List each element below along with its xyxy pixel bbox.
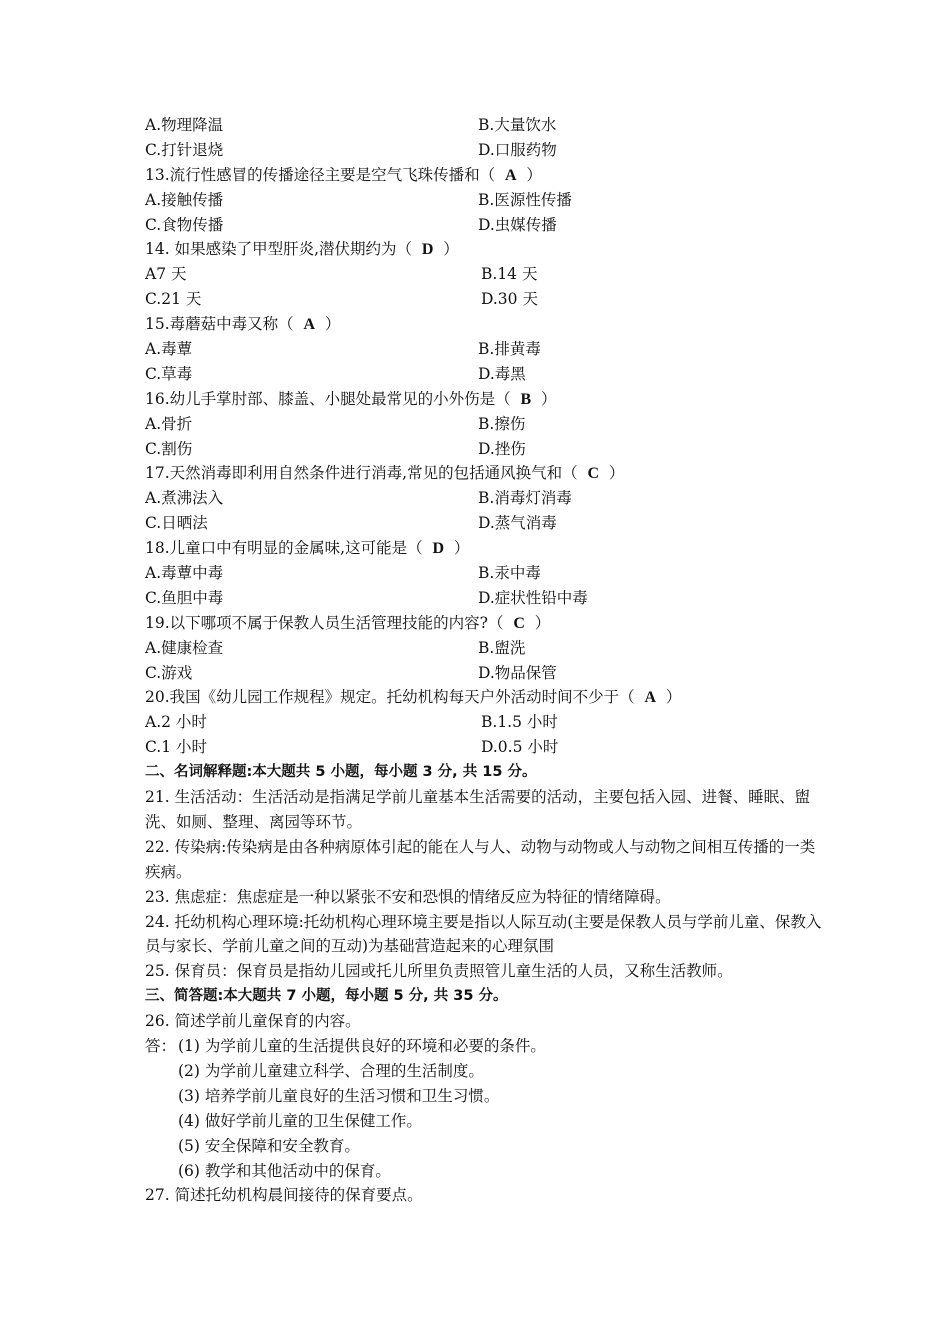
question-text: 15.毒蘑菇中毒又称（ <box>145 315 304 334</box>
option-c: C.日晒法 <box>145 514 208 533</box>
section-3-title: 三、简答题:本大题共 7 小题，每小题 5 分, 共 35 分。 <box>145 988 508 1005</box>
question-stem <box>145 312 825 337</box>
answer-item <box>145 1134 825 1159</box>
answer-text: (5) 安全保障和安全教育。 <box>178 1136 360 1155</box>
question-text: 17.天然消毒即利用自然条件进行消毒,常见的包括通风换气和（ <box>145 464 588 483</box>
answer-key: D <box>432 540 444 558</box>
option-a: A.毒蕈 <box>145 340 193 359</box>
option-d: D.0.5 小时 <box>481 738 559 757</box>
options-row <box>145 511 825 536</box>
question-text: 19.以下哪项不属于保教人员生活管理技能的内容?（ <box>145 613 514 632</box>
options-row <box>145 636 825 661</box>
answer-item <box>145 1059 825 1084</box>
option-b: B.汞中毒 <box>478 564 541 583</box>
question-text: 16.幼儿手掌肘部、膝盖、小腿处最常见的小外伤是（ <box>145 389 521 408</box>
options-row <box>145 337 825 362</box>
option-c: C.鱼胆中毒 <box>145 588 224 607</box>
definition-item: 24. 托幼机构心理环境:托幼机构心理环境主要是指以人际互动(主要是保教人员与学前儿童、保教入员与家长、学前儿童之间的互动)为基础营造起来的心理氛围 <box>145 912 822 956</box>
answer-key: C <box>513 614 525 632</box>
options-row <box>145 287 825 312</box>
question-text: 13.流行性感冒的传播途径主要是空气飞珠传播和（ <box>145 165 506 184</box>
option-d: D.毒黑 <box>478 364 526 383</box>
option-c: C.游戏 <box>145 663 193 682</box>
question-paren: ） <box>315 315 341 334</box>
options-row <box>145 710 825 735</box>
answer-text: (4) 做好学前儿童的卫生保健工作。 <box>178 1111 422 1130</box>
option-b: B.14 天 <box>481 265 538 284</box>
option-a: A.物理降温 <box>145 116 224 134</box>
question-text: 14. 如果感染了甲型肝炎,潜伏期约为（ <box>145 240 422 259</box>
answer-key: A <box>505 166 517 184</box>
question-stem <box>145 685 825 710</box>
question-stem <box>145 461 825 486</box>
question-27: 27. 简述托幼机构晨间接待的保育要点。 <box>145 1186 423 1205</box>
options-row <box>145 486 825 511</box>
question-paren: ） <box>656 688 682 707</box>
question-paren: ） <box>599 464 625 483</box>
option-c: C.草毒 <box>145 364 193 383</box>
section-2-title: 二、名词解释题:本大题共 5 小题，每小题 3 分, 共 15 分。 <box>145 764 537 781</box>
answer-key: A <box>644 689 657 707</box>
options-row <box>145 561 825 586</box>
options-row <box>145 113 825 138</box>
option-b: B.盥洗 <box>478 638 526 657</box>
question-stem <box>145 387 825 412</box>
question-stem <box>145 237 825 262</box>
option-d: D.蒸气消毒 <box>478 514 557 533</box>
option-a: A.健康检查 <box>145 638 224 657</box>
definition-item: 22. 传染病:传染病是由各种病原体引起的能在人与人、动物与动物或人与动物之间相互传播的一类疾病。 <box>145 837 816 881</box>
option-d: D.症状性铅中毒 <box>478 588 588 607</box>
options-row <box>145 138 825 163</box>
question-paren: ） <box>444 539 470 558</box>
options-row <box>145 213 825 238</box>
question-text: 18.儿童口中有明显的金属味,这可能是（ <box>145 539 433 558</box>
question-stem <box>145 163 825 188</box>
question-paren: ） <box>516 165 542 184</box>
option-b: B.消毒灯消毒 <box>478 489 572 508</box>
options-row <box>145 412 825 437</box>
option-c: C.21 天 <box>145 290 202 309</box>
answer-item <box>145 1159 825 1184</box>
option-a: A.2 小时 <box>145 713 207 732</box>
answer-text: (2) 为学前儿童建立科学、合理的生活制度。 <box>178 1061 484 1080</box>
option-d: D.30 天 <box>481 290 538 309</box>
options-row <box>145 362 825 387</box>
option-d: D.口服药物 <box>478 140 557 159</box>
question-stem <box>145 611 825 636</box>
option-d: D.物品保管 <box>478 663 557 682</box>
question-stem <box>145 536 825 561</box>
option-c: C.1 小时 <box>145 738 208 757</box>
definition-item: 23. 焦虑症：焦虑症是一种以紧张不安和恐惧的情绪反应为特征的情绪障碍。 <box>145 887 671 906</box>
definition-item: 25. 保育员：保育员是指幼儿园或托儿所里负责照管儿童生活的人员，又称生活教师。 <box>145 962 733 981</box>
answer-item <box>145 1109 825 1134</box>
option-c: C.打针退烧 <box>145 140 224 159</box>
exam-page <box>145 113 825 1208</box>
answer-text: (6) 教学和其他活动中的保育。 <box>178 1161 391 1180</box>
answer-key: A <box>303 316 316 334</box>
option-b: B.大量饮水 <box>478 116 557 134</box>
definition-item: 21. 生活活动：生活活动是指满足学前儿童基本生活需要的活动，主要包括入园、进餐、睡眠、盥洗、如厕、整理、离园等环节。 <box>145 788 811 831</box>
question-paren: ） <box>433 240 459 259</box>
option-a: A7 天 <box>145 265 187 284</box>
answer-item <box>145 1084 825 1109</box>
option-a: A.毒蕈中毒 <box>145 564 224 583</box>
options-row <box>145 262 825 287</box>
answer-label: 答： <box>145 1037 177 1056</box>
answer-key: D <box>421 241 434 259</box>
question-text: 20.我国《幼儿园工作规程》规定。托幼机构每天户外活动时间不少于（ <box>145 688 645 707</box>
option-a: A.接触传播 <box>145 190 224 209</box>
multiple-choice-questions <box>145 163 825 760</box>
option-b: B.排黄毒 <box>478 340 541 359</box>
option-b: B.擦伤 <box>478 414 526 433</box>
definitions-list <box>145 785 825 984</box>
answer-key: C <box>587 465 599 483</box>
option-b: B.医源性传播 <box>478 190 572 209</box>
option-a: A.骨折 <box>145 414 193 433</box>
answer-text: (1) 为学前儿童的生活提供良好的环境和必要的条件。 <box>178 1037 546 1056</box>
options-row <box>145 437 825 462</box>
answer-key: B <box>520 390 532 408</box>
option-c: C.割伤 <box>145 439 193 458</box>
question-paren: ） <box>531 389 557 408</box>
option-a: A.煮沸法入 <box>145 489 224 508</box>
options-row <box>145 661 825 686</box>
answer-item <box>145 1034 825 1059</box>
option-d: D.虫媒传播 <box>478 215 557 234</box>
answer-text: (3) 培养学前儿童良好的生活习惯和卫生习惯。 <box>178 1086 500 1105</box>
question-26: 26. 简述学前儿童保育的内容。 <box>145 1012 361 1031</box>
question-paren: ） <box>524 613 551 632</box>
option-c: C.食物传播 <box>145 215 224 234</box>
option-b: B.1.5 小时 <box>481 713 558 732</box>
answer-list <box>145 1034 825 1183</box>
options-row <box>145 735 825 760</box>
options-row <box>145 586 825 611</box>
options-row <box>145 188 825 213</box>
option-d: D.挫伤 <box>478 439 526 458</box>
